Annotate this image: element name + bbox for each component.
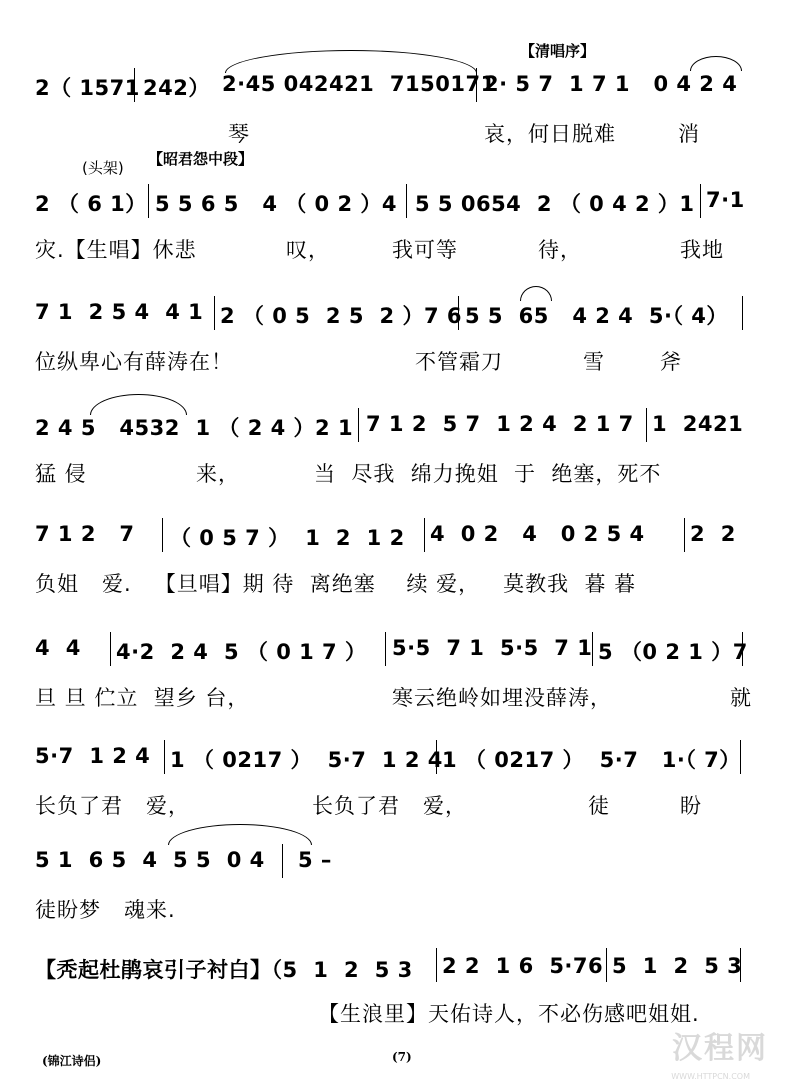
notation-group: （ 0 5 7 ） 1 2 1 2 [170,526,405,550]
notation-group: 242） [143,76,210,100]
lyric-text: 不管霜刀 [415,350,503,374]
lyric-text: 当 尽我 绵力挽姐 于 绝塞，死不 [314,462,662,486]
notation-group: 5 1 6 5 4 5 5 0 4 [35,848,265,872]
bar-line [134,68,135,102]
bar-line [742,632,743,666]
bar-line [684,518,685,552]
lyric-text: 我可等 [392,238,458,262]
notation-group: 2 （ 6 1） [35,192,147,216]
slur [168,824,312,845]
notation-group: 1 2421 [652,412,744,436]
notation-group: 5·7 1 2 4 [35,744,151,768]
notation-group: 2 2 1 6 5·76 [442,954,604,978]
notation-group: 【秃起杜鹃哀引子衬白】（5 1 2 5 3 [35,958,413,982]
bar-line [436,948,437,982]
notation-group: 5 5 0654 2 （ 0 4 2 ）1 [415,192,695,216]
section-mark: (头架) [82,159,124,177]
bar-line [406,184,407,218]
notation-group: 5 – [298,848,332,872]
bar-line [646,408,647,442]
slur [520,286,552,301]
bar-line [214,296,215,330]
lyric-text: 【生浪里】天佑诗人，不必伤感吧姐姐. [318,1002,700,1026]
lyric-text: 盼 [680,794,702,818]
lyric-text: 徒 [588,794,610,818]
notation-group: 2· 5 7 1 7 1 0 4 2 4 [484,72,738,96]
lyric-text: 来， [196,462,240,486]
notation-group: 7 1 2 5 4 4 1 [35,300,204,324]
bar-line [740,740,741,774]
section-mark: 【昭君怨中段】 [148,150,254,168]
bar-line [148,184,149,218]
watermark-url: WWW.HTTPCN.COM [671,1072,750,1081]
notation-group: 2 2 [690,522,736,546]
lyric-text: 负姐 爱. 【旦唱】期 待 离绝塞 续 爱， 莫教我 暮 暮 [35,572,637,596]
bar-line [476,68,477,102]
lyric-text: 位纵卑心有薛涛在！ [35,350,233,374]
lyric-text: 徒盼梦 魂来. [35,898,176,922]
bar-line [385,632,386,666]
footer-source: (锦江诗侣) [42,1054,102,1068]
notation-group: 5 5 6 5 4 （ 0 2 ）4 [155,192,398,216]
lyric-text: 灾.【生唱】休悲 [35,238,197,262]
bar-line [162,518,163,552]
lyric-text: 待， [538,238,582,262]
lyric-text: 琴 [228,122,250,146]
bar-line [358,408,359,442]
slur [690,56,742,71]
notation-group: 7·1 [706,188,745,212]
bar-line [424,518,425,552]
lyric-text: 消 [678,122,700,146]
page-number: (7) [392,1050,412,1064]
lyric-text: 斧 [660,350,682,374]
watermark-logo: 汉程网 [672,1031,768,1066]
notation-group: 2 （ 0 5 2 5 2 ）7 6 [220,304,463,328]
notation-group: 2（ 1571 [35,76,140,100]
bar-line [592,632,593,666]
notation-group: 4·2 2 4 5 （ 0 1 7 ） [116,640,367,664]
notation-group: 7 1 2 7 [35,522,135,546]
bar-line [164,740,165,774]
bar-line [458,296,459,330]
notation-group: 5 （0 2 1 ）7 [598,640,748,664]
lyric-text: 寒云绝岭如埋没薛涛， [392,686,612,710]
lyric-text: 长负了君 爱， [35,794,191,818]
notation-group: 4 0 2 4 0 2 5 4 [430,522,645,546]
lyric-text: 长负了君 爱， [312,794,468,818]
notation-group: 4 4 [35,636,81,660]
section-mark: 【清唱序】 [520,42,596,60]
bar-line [700,184,701,218]
lyric-text: 我地 [680,238,724,262]
notation-group: 2·45 042421 7150171 [222,72,496,96]
bar-line [110,632,111,666]
bar-line [606,948,607,982]
notation-group: 1 （ 0217 ） 5·7 1 2 4 [170,748,443,772]
bar-line [282,844,283,878]
lyric-text: 雪 [583,350,605,374]
slur [225,50,477,73]
notation-group: 5 5 65 4 2 4 5·（ 4） [465,304,728,328]
lyric-text: 哀，何日脱难 [484,122,616,146]
lyric-text: 叹， [286,238,330,262]
notation-group: 2 4 5 4532 1 （ 2 4 ）2 1 [35,416,354,440]
bar-line [742,296,743,330]
lyric-text: 就 [730,686,752,710]
notation-group: 5·5 7 1 5·5 7 1 [392,636,593,660]
notation-group: 7 1 2 5 7 1 2 4 2 1 7 [366,412,634,436]
bar-line [740,948,741,982]
notation-group: 5 1 2 5 3 [612,954,743,978]
lyric-text: 旦 旦 伫立 望乡 台， [35,686,250,710]
lyric-text: 猛 侵 [35,462,87,486]
bar-line [436,740,437,774]
notation-group: 1 （ 0217 ） 5·7 1·（ 7） [442,748,741,772]
